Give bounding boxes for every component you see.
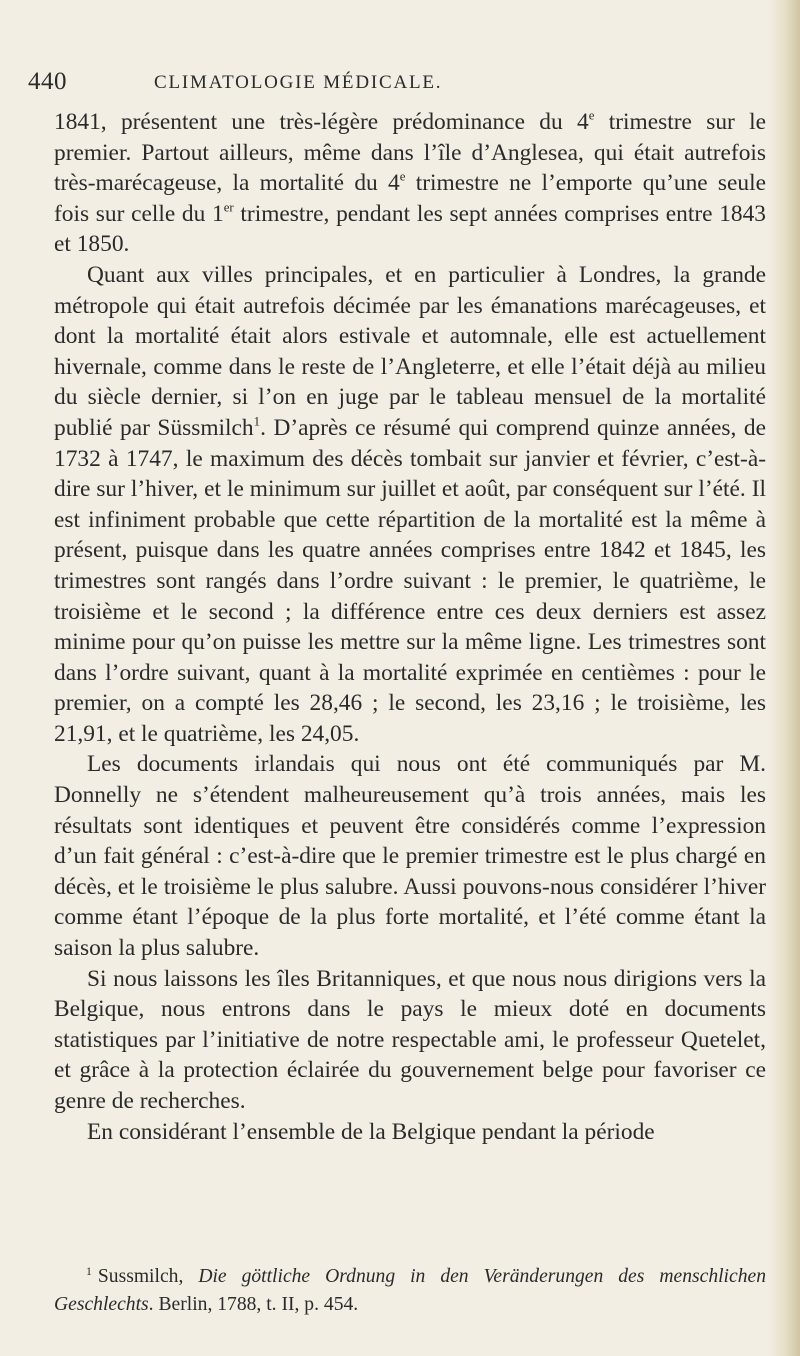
page-number: 440 <box>28 68 67 95</box>
footnote-reference: 1 <box>253 414 261 429</box>
footnote-title: Die göttliche Ordnung in den Veränderungen des menschlichen Geschlechts <box>54 1266 766 1315</box>
footnote-mark: 1 <box>86 1264 92 1278</box>
paragraph-5: En considérant l’ensemble de la Belgique pendant la période <box>87 1118 655 1145</box>
footnote-citation: . Berlin, 1788, t. II, p. 454. <box>148 1294 359 1315</box>
body-text <box>54 107 766 1147</box>
footnote-author: Sussmilch, <box>97 1266 199 1287</box>
page-edge-shadow <box>768 0 800 1356</box>
paragraph-4: Si nous laissons les îles Britanniques, et que nous nous dirigions vers la Belgique, nous entrons dans le pays le mieux doté en documents statistiques par l’initiative de notre respectable ami, le professeur Quetelet, et grâce à la protection éclairée du gouvernement belge pour favoriser ce genre de recherches. <box>54 965 766 1114</box>
running-title: CLIMATOLOGIE MÉDICALE. <box>154 72 443 93</box>
paragraph-2: Quant aux villes principales, et en particulier à Londres, la grande métropole qui était autrefois décimée par les émanations marécageuses, et dont la mortalité était alors estivale et automnale, elle est actuellement hivernale, comme dans le reste de l’Angleterre, et elle l’était déjà au milieu du siècle dernier, si l’on en juge par le tableau mensuel de la mortalité publié par Süssmilch$^1$. D’après ce résumé qui comprend quinze années, de 1732 à 1747, le maximum des décès tombait sur janvier et février, c’est-à-dire sur l’hiver, et le minimum sur juillet et août, par conséquent sur l’été. Il est infiniment probable que cette répartition de la mortalité est la même à présent, puisque dans les quatre années comprises entre 1842 et 1845, les trimestres sont rangés dans l’ordre suivant : le premier, le quatrième, le troisième et le second ; la différence entre ces deux derniers est assez minime pour qu’on puisse les mettre sur la même ligne. Les trimestres sont dans l’ordre suivant, quant à la mortalité exprimée en centièmes : pour le premier, on a compté les 28,46 ; le second, les 23,16 ; le troisième, les 21,91, et le quatrième, les 24,05. <box>54 261 766 747</box>
paragraph-3: Les documents irlandais qui nous ont été communiqués par M. Donnelly ne s’étendent malheureusement qu’à trois années, mais les résultats sont identiques et peuvent être considérés comme l’expression d’un fait général : c’est-à-dire que le premier trimestre est le plus chargé en décès, et le troisième le plus salubre. Aussi pouvons-nous considérer l’hiver comme étant l’époque de la plus forte mortalité, et l’été comme étant la saison la plus salubre. <box>54 751 766 962</box>
footnote <box>54 1263 766 1319</box>
page-header <box>28 68 768 94</box>
paragraph-1: 1841, présentent une très-légère prédominance du 4e trimestre sur le premier. Partout ailleurs, même dans l’île d’Anglesea, qui était autrefois très-marécageuse, la mortalité du 4e trimestre ne l’emporte qu’une seule fois sur celle du 1er trimestre, pendant les sept années comprises entre 1843 et 1850. <box>54 108 767 258</box>
